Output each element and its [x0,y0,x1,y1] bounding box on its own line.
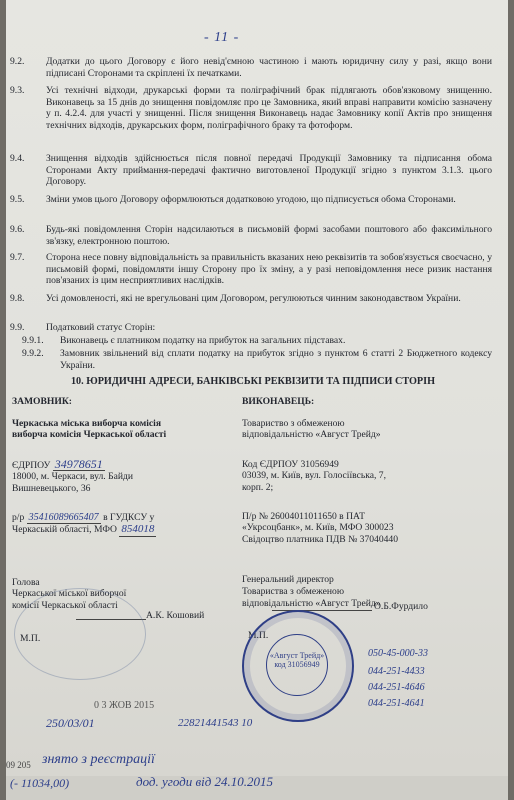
clause-number: 9.7. [10,252,25,263]
clause-9-8 [10,293,492,305]
customer-address-1: 18000, м. Черкаси, вул. Байди [12,471,133,483]
contractor-sign-title-3: відповідальністю «Август Трейд» [242,597,381,609]
customer-faint-seal [14,588,146,680]
handwritten-code: 22821441543 10 [178,717,253,729]
customer-label: ЗАМОВНИК: [12,396,72,407]
customer-account: р/р 35416089665407 в ГУДКСУ у [12,511,155,523]
handwritten-note-1: знято з реєстрації [42,752,155,767]
contractor-name-2: відповідальністю «Август Трейд» [242,429,381,441]
clause-9-3 [10,85,492,131]
handwritten-phone-2: 044-251-4433 [368,666,425,677]
customer-sign-title-3: комісії Черкаської області [12,599,118,611]
handwritten-note-2: (- 11034,00) [10,776,70,790]
contractor-address-2: корп. 2; [242,481,274,493]
date-stamp: 0 3 ЖОВ 2015 [94,700,155,711]
contractor-sign-title-2: Товариства з обмеженою [242,585,344,597]
clause-number: 9.9. [10,322,25,333]
clause-text: Податковий статус Сторін: [46,322,156,333]
customer-seal-mark: М.П. [20,633,41,644]
customer-account-handwritten: 35416089665407 [28,511,99,523]
contractor-signer: О.Б.Фурдило [374,601,428,612]
contractor-label: ВИКОНАВЕЦЬ: [242,396,315,407]
contractor-sign-title-1: Генеральний директор [242,574,334,586]
contractor-seal-inner: «Август Трейд» код 31056949 [266,634,328,696]
clause-text: Усі домовленості, які не врегульовані цим Договором, регулюються чинним законодавством України. [46,293,461,304]
page-number: - 11 - [204,30,240,45]
subclause-9-9-2 [22,348,492,371]
clause-number: 9.4. [10,153,25,164]
clause-number: 9.6. [10,224,25,235]
customer-sign-title-2: Черкаської міської виборчої [12,588,127,600]
clause-9-6 [10,224,492,247]
customer-sign-title-1: Голова [12,576,40,588]
subclause-text: Замовник звільнений від сплати податку на прибуток згідно з пунктом 6 статті 2 Бюджетного кодексу України. [60,348,492,371]
customer-address-2: Вишневецького, 36 [12,482,91,494]
customer-name-1: Черкаська міська виборча комісія [12,417,162,429]
customer-mfo-handwritten: 854018 [121,523,155,536]
section-heading: 10. ЮРИДИЧНІ АДРЕСИ, БАНКІВСЬКІ РЕКВІЗИТИ ТА ПІДПИСИ СТОРІН [70,376,436,387]
handwritten-phone-1: 050-45-000-33 [368,648,428,659]
clause-text: Будь-які повідомлення Сторін надсилаються в письмовій формі засобами поштового або факсимільного зв'язку, електронною поштою. [46,224,492,247]
handwritten-note-3: дод. угоди від 24.10.2015 [136,774,274,789]
handwritten-reg-number: 250/03/01 [46,716,95,730]
contractor-block [242,396,488,609]
subclause-9-9-1 [22,335,492,347]
customer-edrpou-handwritten: 34978651 [54,456,103,471]
customer-edrpou: ЄДРПОУ 34978651 [12,456,103,471]
clause-text: Зміни умов цього Договору оформлюються додатковою угодою, що підписується обома Сторонами. [46,194,456,205]
contractor-address-1: 03039, м. Київ, вул. Голосіївська, 7, [242,470,386,482]
clause-number: 9.8. [10,293,25,304]
subclause-text: Виконавець є платником податку на прибуток на загальних підставах. [60,335,346,346]
handwritten-phone-4: 044-251-4641 [368,698,425,709]
subclause-number: 9.9.2. [22,348,44,359]
customer-block [12,396,238,612]
clause-number: 9.2. [10,56,25,67]
clause-number: 9.5. [10,194,25,205]
clause-9-2 [10,56,492,79]
clause-9-4 [10,153,492,188]
clause-number: 9.3. [10,85,25,96]
document-page [6,0,508,800]
customer-signer: А.К. Кошовий [146,610,205,621]
contractor-vat: Свідоцтво платника ПДВ № 37040440 [242,533,399,545]
clause-text: Додатки до цього Договору є його невід'ємною частиною і мають юридичну силу у разі, якщо вони підписані Сторонами та скріплені їх печатками. [46,56,492,79]
clause-9-9 [10,322,492,334]
clause-text: Сторона несе повну відповідальність за правильність вказаних нею реквізитів та зобов'язується своєчасно, у письмовій формі, повідомляти іншу Сторону про їх зміну, а у разі неповідомлення несе ризик настання пов'язаних із цим несприятливих наслідків. [46,252,492,287]
contractor-name-1: Товариство з обмеженою [242,417,345,429]
contractor-seal-mark: М.П. [248,630,269,641]
clause-9-7 [10,252,492,287]
clause-9-5 [10,194,492,206]
handwritten-phone-3: 044-251-4646 [368,682,425,693]
margin-mark: 09 205 [6,760,31,770]
contractor-account-1: П/р № 26004011011650 в ПАТ [242,510,365,522]
subclause-number: 9.9.1. [22,335,44,346]
contractor-seal [242,610,354,722]
customer-name-2: виборча комісія Черкаської області [12,429,167,441]
contractor-account-2: «Укрсоцбанк», м. Київ, МФО 300023 [242,522,394,534]
clause-text: Знищення відходів здійснюється після повної передачі Продукції Замовнику та підписання обома Сторонами Акту приймання-передачі фактично виготовленої Продукції згідно з пунктом 3.1.3. цього Договору. [46,153,492,188]
clause-text: Усі технічні відходи, друкарські форми та поліграфічний брак підлягають обов'язковому знищенню. Виконавець за 15 днів до знищення повідомляє про це Замовника, який вправі направити комісію зазначену у п. 4.2.4. для участі у знищенні. Після знищення Виконавець надає Замовнику копії Актів про знищення технічних відходів, друкарських форм, поліграфічного браку та фотоформ. [46,85,492,131]
contractor-edrpou: Код ЄДРПОУ 31056949 [242,458,339,470]
customer-mfo: Черкаській області, МФО 854018 [12,523,155,536]
